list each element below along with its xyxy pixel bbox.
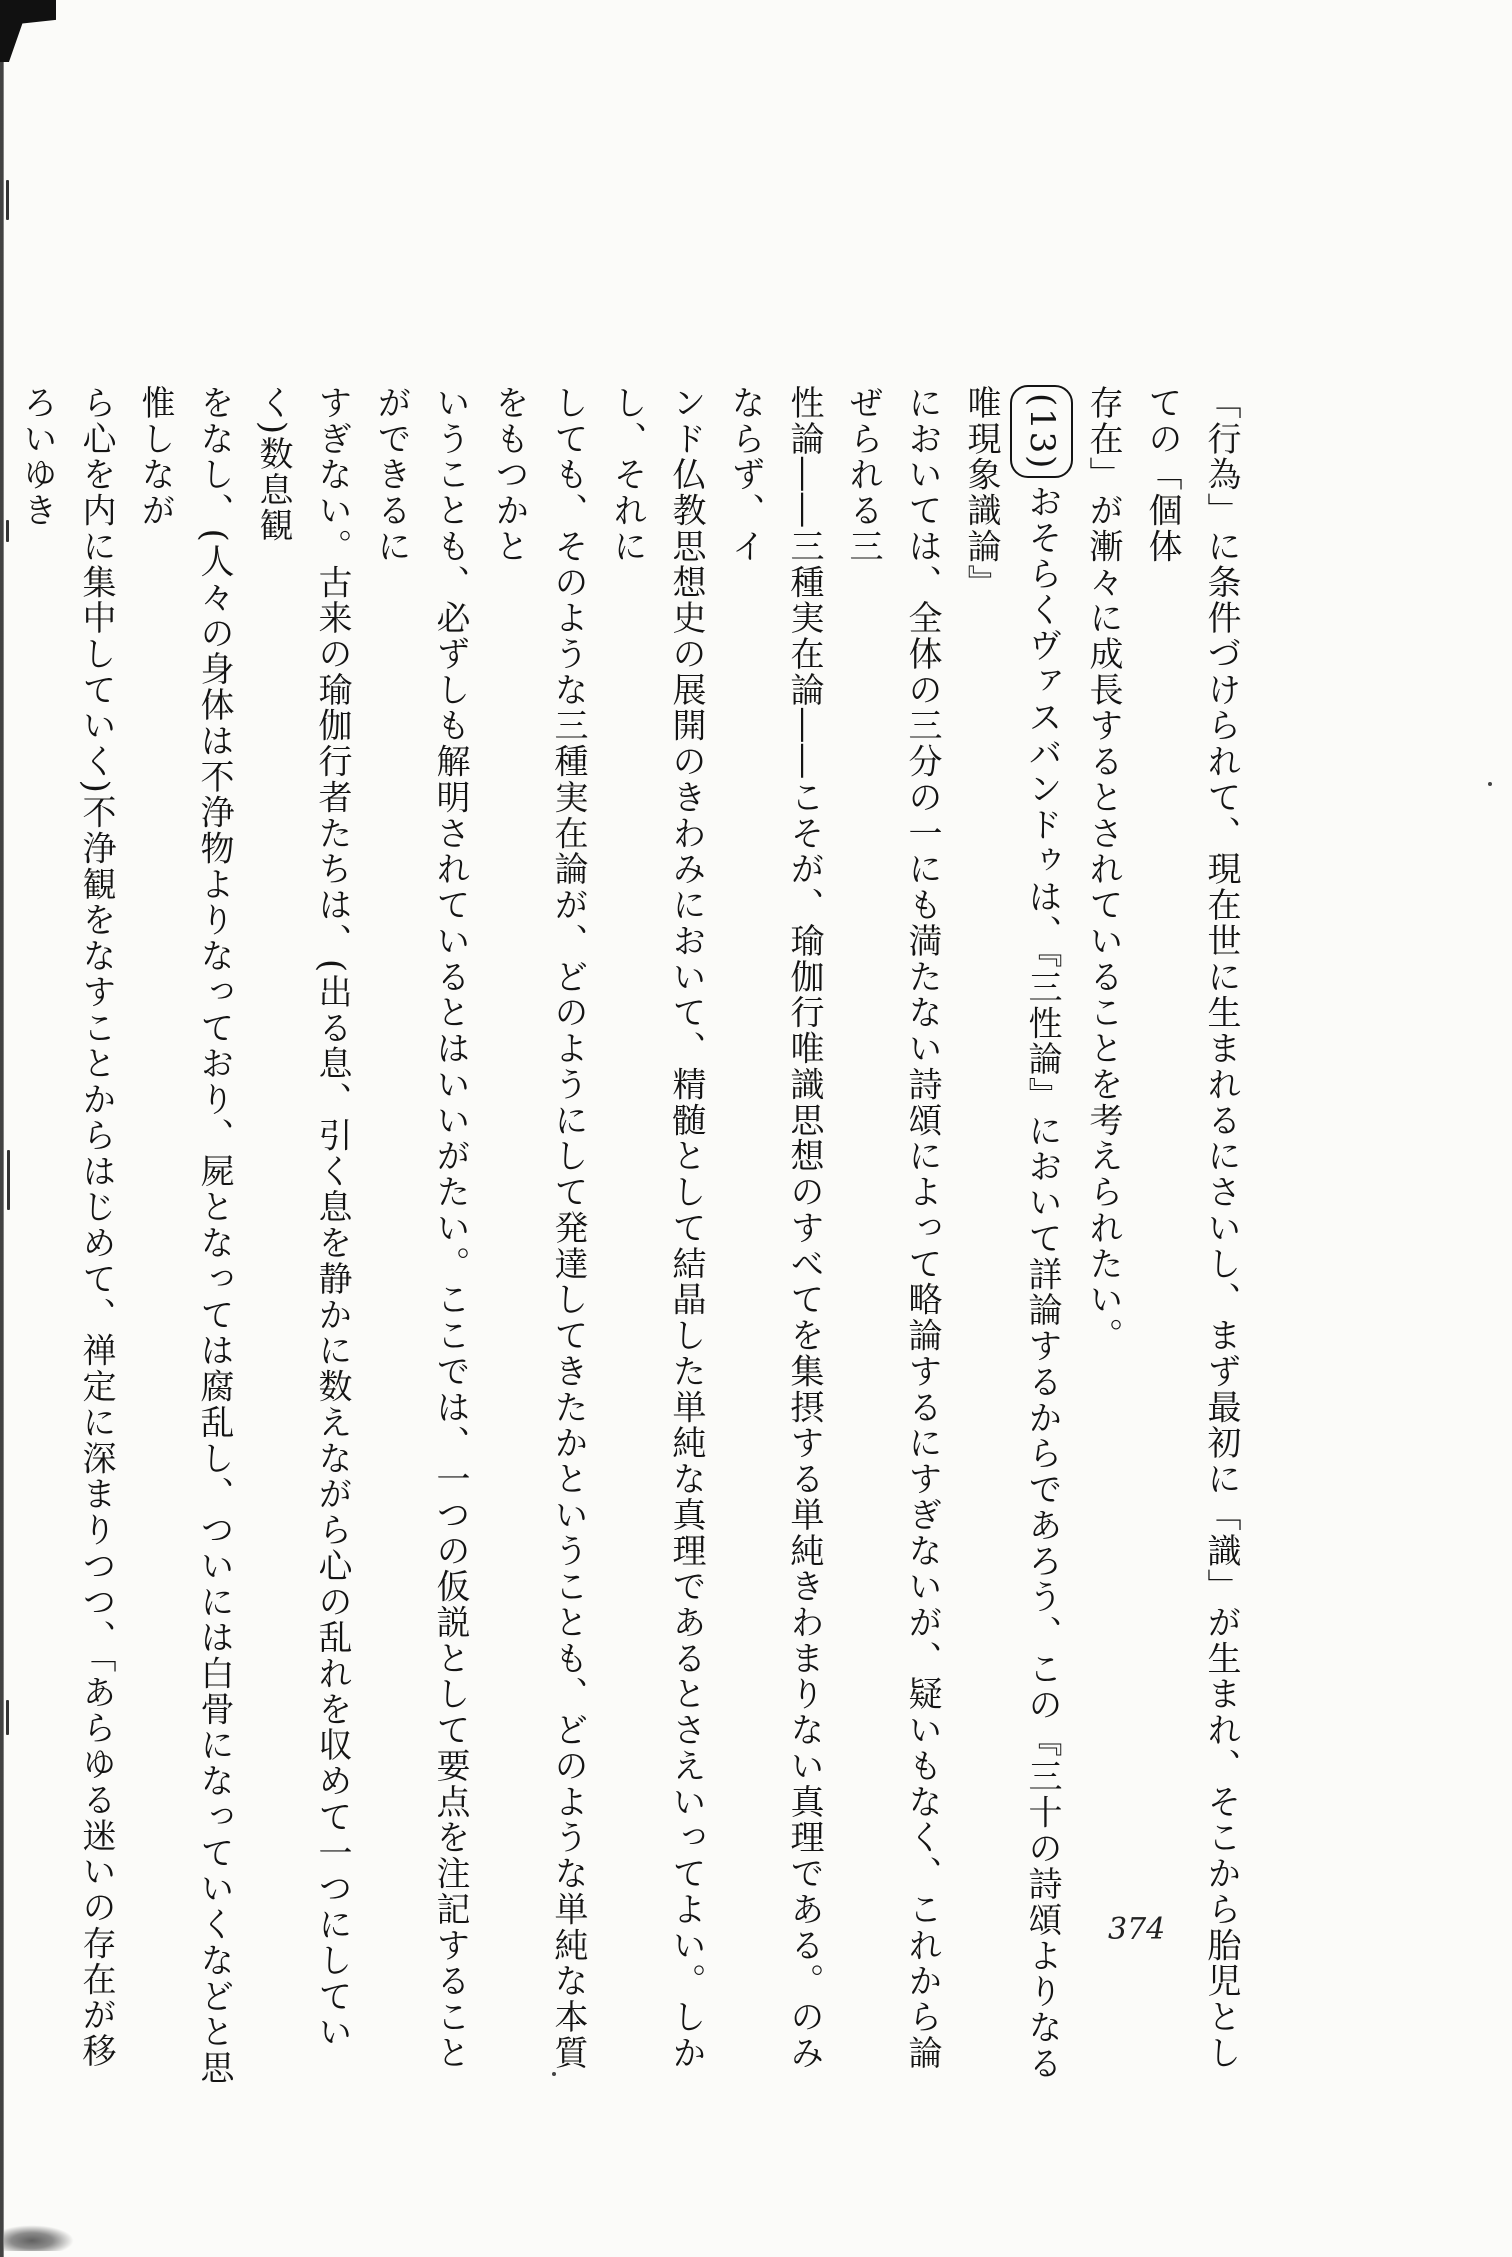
text-line [951, 385, 1073, 2097]
text-line: をなし、(人々の身体は不浄物よりなっており、屍となっては腐乱し、ついには白骨になっていくなどと思惟しなが [135, 385, 234, 2087]
text-line: ら心を内に集中していく)不浄観をなすことからはじめて、禅定に深まりつつ、「あらゆる迷いの存在が移ろいゆき [17, 385, 116, 2070]
text-line: 性論――三種実在論――こそが、瑜伽行唯識思想のすべてを集摂する単純きわまりない真理である。のみならず、イ [725, 385, 824, 2071]
text-line: すぎない。古来の瑜伽行者たちは、(出る息、引く息を静かに数えながら心の乱れを収めて一つにしていく)数息観 [253, 385, 352, 2051]
text-line: 「行為」に条件づけられて、現在世に生まれるにさいし、まず最初に「識」が生まれ、そこから胎児としての「個体 [1142, 385, 1241, 2071]
text-line: ンド仏教思想史の展開のきわみにおいて、精髄として結晶した単純な真理であるとさえいってよい。しかし、それに [607, 385, 706, 2071]
text-line: 存在」が漸々に成長するとされていることを考えられたい。 [1083, 385, 1123, 1354]
scan-smudge [4, 2225, 74, 2251]
text-line-content: おそらくヴァスバンドゥは、『三性論』において詳論するからであろう、この『三十の詩頌よりなる唯現象識論』 [961, 385, 1062, 2082]
vertical-text-block [17, 385, 1250, 2097]
binding-mark [0, 0, 56, 62]
binding-speck [6, 180, 9, 220]
page-number: 374 [1108, 1912, 1166, 1947]
text-line: においては、全体の三分の一にも満たない詩頌によって略論するにすぎないが、疑いもなく、これから論ぜられる三 [843, 385, 942, 2071]
text-line: しても、そのような三種実在論が、どのようにして発達してきたかということも、どのような単純な本質をもつかと [489, 385, 588, 2071]
text-line: いうことも、必ずしも解明されているとはいいがたい。ここでは、一つの仮説として要点を注記することができるに [371, 385, 470, 2071]
scan-dot [1488, 782, 1492, 786]
note-number: (13) [1010, 385, 1073, 478]
text-line [0, 385, 7, 2097]
